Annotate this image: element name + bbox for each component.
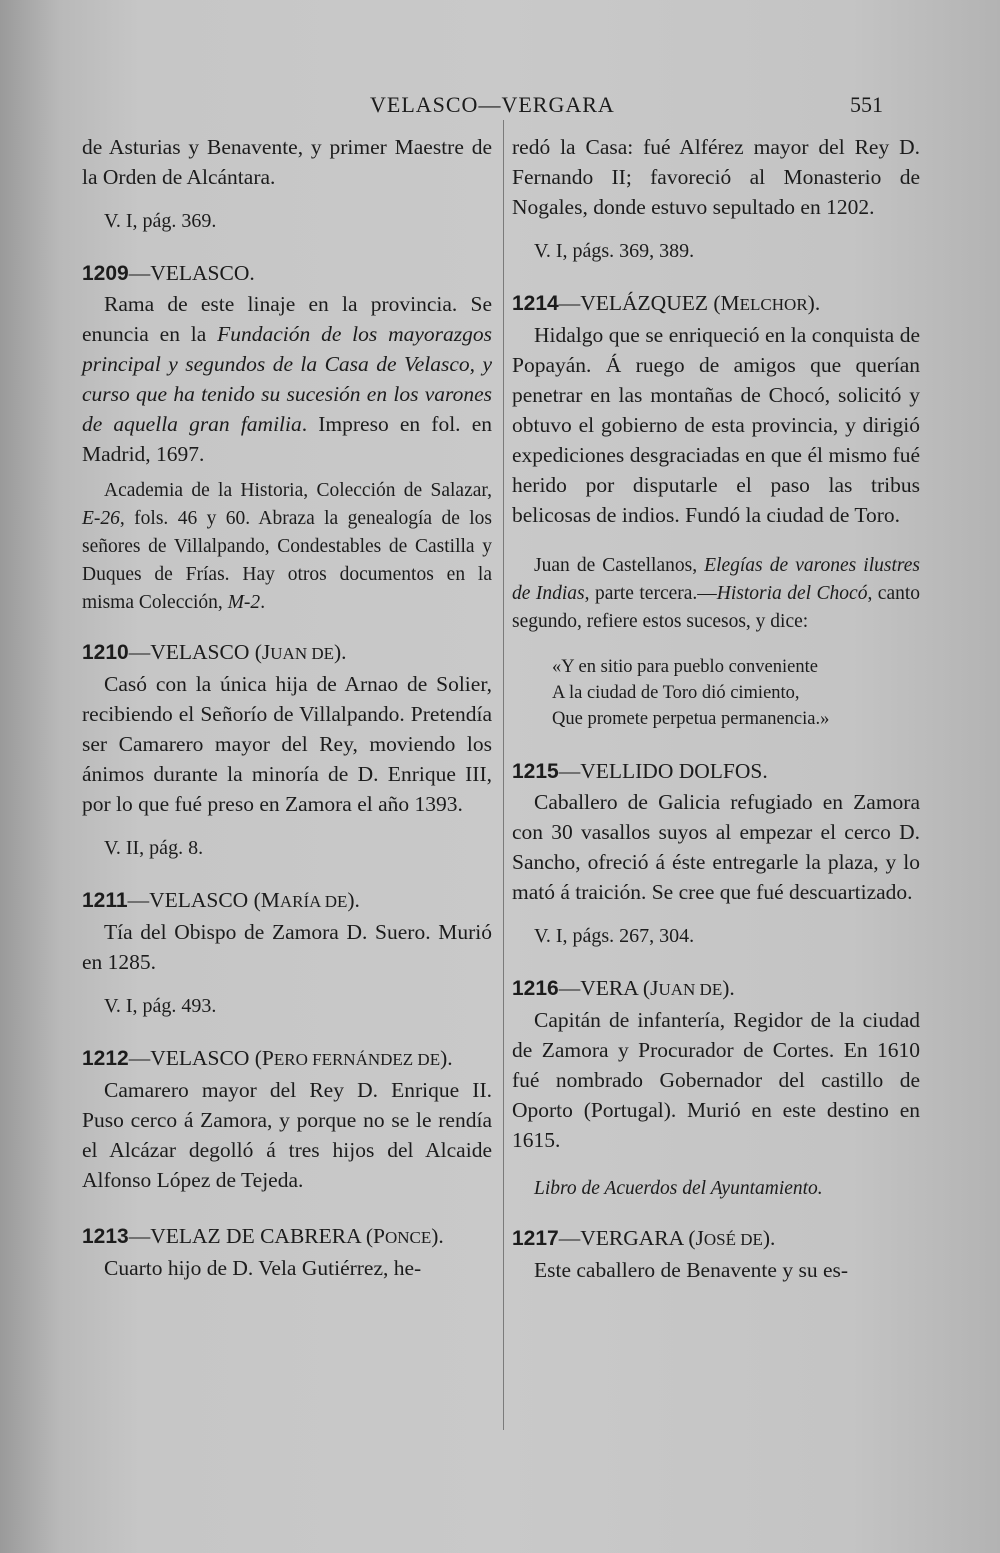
source-part: .	[260, 592, 266, 613]
entry-1215	[512, 756, 920, 951]
entry-name-end: ).	[334, 640, 347, 664]
running-head: VELASCO—VERGARA	[370, 92, 615, 117]
verse-quote	[552, 654, 920, 732]
entry-text: Caballero de Galicia refugiado en Zamora con 30 vasallos suyos al empezar el cerco D. Sancho, ofreció á éste entregarle la plaza, y lo mató á traición. Se cree que fué descuartizado.	[512, 790, 920, 904]
entry-name: —VELAZ DE CABRERA (P	[128, 1224, 385, 1248]
entry-name-smallcaps: ERO FERNÁNDEZ DE	[273, 1050, 441, 1069]
source-italic: Historia del Chocó	[716, 583, 868, 604]
entry-name-end: ).	[431, 1224, 444, 1248]
entry-heading	[512, 288, 920, 320]
left-column	[82, 132, 492, 1283]
entry-source	[512, 552, 920, 636]
entry-1212	[82, 1043, 492, 1195]
entry-name: —VERA (J	[558, 976, 659, 1000]
entry-number: 1211	[82, 889, 128, 912]
entry-number: 1210	[82, 641, 129, 664]
source-part: , parte tercera.—	[584, 583, 717, 604]
text-part: Rama de este linaje en la provincia. Se enuncia en la	[82, 292, 492, 346]
entry-name: —VELLIDO DOLFOS.	[558, 759, 768, 783]
entry-name-end: ).	[722, 976, 735, 1000]
entry-heading	[82, 1221, 492, 1253]
entry-text: Capitán de infantería, Regidor de la ciudad de Zamora y Procurador de Cortes. En 1610 fué nombrado Gobernador del castillo de Oporto (Portugal). Murió en este destino en 1615.	[512, 1008, 920, 1152]
source-italic: M-2	[227, 592, 261, 613]
entry-heading	[82, 885, 492, 917]
entry-heading	[512, 1223, 920, 1255]
entry-name: —VELÁZQUEZ (M	[558, 291, 740, 315]
entry-text: Cuarto hijo de D. Vela Gutiérrez, he-	[104, 1256, 422, 1280]
italic-title: Fundación de los mayorazgos principal y segundos de la Casa de Velasco, y curso que ha tenido su sucesión en los varones de aquella gran familia	[82, 322, 492, 436]
column-divider	[503, 120, 504, 1430]
source-part: , canto segundo, refiere estos sucesos, y dice:	[512, 583, 921, 632]
entry-source	[82, 477, 492, 617]
verse-line: Que promete perpetua permanencia.»	[552, 709, 830, 729]
entry-1213	[82, 1221, 492, 1283]
entry-number: 1215	[512, 760, 559, 783]
entry-number: 1216	[512, 977, 559, 1000]
entry-heading	[512, 756, 920, 787]
entry-heading	[82, 637, 492, 669]
entry-number: 1212	[82, 1047, 129, 1070]
source-italic: Elegías de varones ilustres de Indias	[512, 555, 920, 604]
source-part: , fols. 46 y 60. Abraza la genealogía de los señores de Villalpando, Condestables de Castilla y Duques de Frías. Hay otros documentos en la misma Colección,	[82, 508, 492, 613]
entry-1210	[82, 637, 492, 863]
volume-reference: V. II, pág. 8.	[104, 837, 204, 859]
entry-text: Casó con la única hija de Arnao de Solier, recibiendo el Señorío de Villalpando. Pretendía ser Camarero mayor del Rey, moviendo los ánimos durante la minoría de D. Enrique III, por lo que fué preso en Zamora el año 1393.	[82, 672, 492, 816]
source-part: Juan de Castellanos,	[534, 555, 705, 576]
entry-heading	[512, 973, 920, 1005]
entry-number: 1209	[82, 262, 129, 285]
right-column	[512, 132, 920, 1285]
entry-name-smallcaps: ARÍA DE	[279, 892, 348, 911]
entry-name: —VELASCO.	[128, 261, 255, 285]
volume-reference: V. I, pág. 369.	[104, 210, 217, 232]
continuation-text: de Asturias y Benavente, y primer Maestre de la Orden de Alcántara.	[82, 135, 492, 189]
entry-number: 1217	[512, 1227, 559, 1250]
entry-name-end: ).	[762, 1226, 776, 1250]
entry-1214	[512, 288, 920, 732]
source-part: Academia de la Historia, Colección de Salazar,	[104, 480, 492, 501]
entry-name-end: ).	[440, 1046, 453, 1070]
entry-name: —VERGARA (J	[558, 1226, 704, 1250]
entry-source	[512, 1175, 920, 1203]
entry-text: Camarero mayor del Rey D. Enrique II. Puso cerco á Zamora, y porque no se le rendía el Alcázar degolló á tres hijos del Alcaide Alfonso López de Tejeda.	[82, 1078, 492, 1192]
volume-reference: V. I, págs. 369, 389.	[534, 240, 695, 262]
entry-name-smallcaps: ELCHOR	[739, 295, 808, 314]
verse-line: «Y en sitio para pueblo conveniente	[552, 657, 818, 677]
entry-name: —VELASCO (P	[128, 1046, 274, 1070]
entry-number: 1213	[82, 1225, 129, 1248]
page-number: 551	[850, 92, 883, 117]
entry-name: —VELASCO (M	[127, 888, 280, 912]
entry-name-smallcaps: UAN DE	[270, 644, 335, 663]
source-italic: E-26	[82, 508, 120, 529]
entry-number: 1214	[512, 292, 559, 315]
entry-name-end: ).	[347, 888, 360, 912]
entry-1217	[512, 1223, 920, 1285]
entry-name-smallcaps: OSÉ DE	[703, 1230, 763, 1249]
volume-reference: V. I, pág. 493.	[104, 995, 217, 1017]
entry-1211	[82, 885, 492, 1021]
entry-text: Hidalgo que se enriqueció en la conquista de Popayán. Á ruego de amigos que querían penetrar en las montañas de Chocó, solicitó y obtuvo el gobierno de esta provincia, y dirigió expediciones desgraciadas en que él mismo fué herido por disputarle el paso las tribus belicosas de indios. Fundó la ciudad de Toro.	[512, 323, 920, 527]
entry-name-smallcaps: ONCE	[384, 1228, 432, 1247]
verse-line: A la ciudad de Toro dió cimiento,	[552, 683, 800, 703]
entry-name-smallcaps: UAN DE	[658, 980, 723, 999]
text-part: . Impreso en fol. en Madrid, 1697.	[82, 412, 492, 466]
source-italic: Libro de Acuerdos del Ayuntamiento.	[534, 1178, 823, 1199]
entry-text	[82, 289, 492, 469]
entry-1209	[82, 258, 492, 617]
entry-text: Tía del Obispo de Zamora D. Suero. Murió en 1285.	[82, 920, 492, 974]
entry-name: —VELASCO (J	[128, 640, 271, 664]
entry-name-end: ).	[807, 291, 821, 315]
entry-heading	[82, 258, 492, 289]
continuation-text: redó la Casa: fué Alférez mayor del Rey D. Fernando II; favoreció al Monasterio de Nogales, donde estuvo sepultado en 1202.	[512, 135, 920, 219]
volume-reference: V. I, págs. 267, 304.	[534, 925, 695, 947]
entry-heading	[82, 1043, 492, 1075]
spacer	[82, 1195, 492, 1217]
entry-text: Este caballero de Benavente y su es-	[534, 1258, 849, 1282]
entry-1216	[512, 973, 920, 1203]
